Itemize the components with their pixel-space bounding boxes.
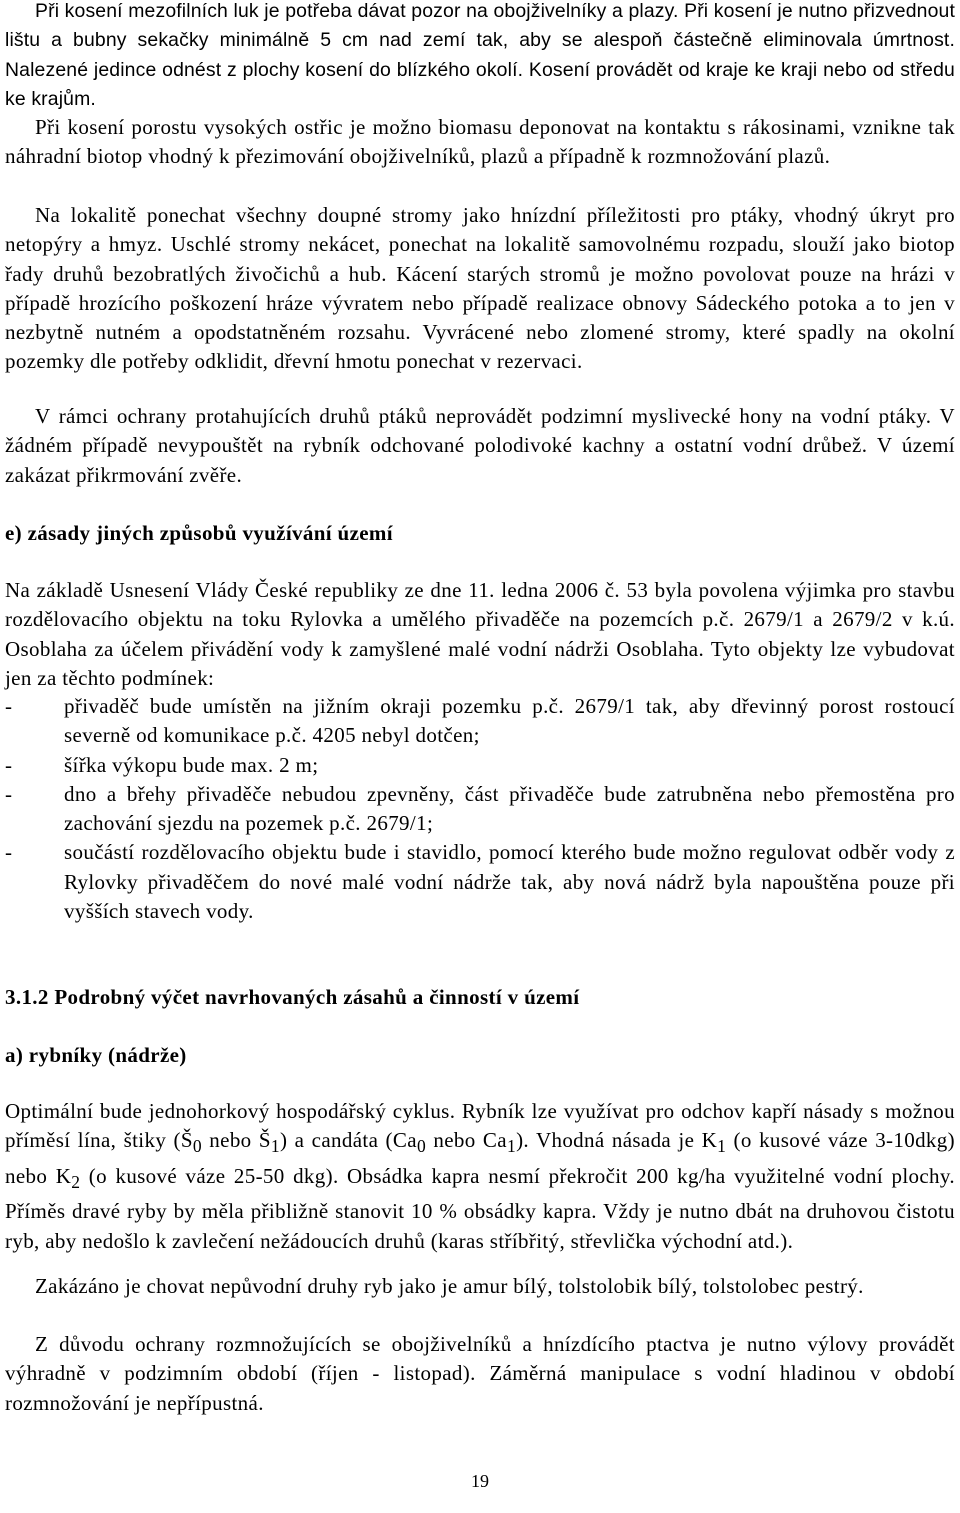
paragraph-bird-protection: V rámci ochrany protahujících druhů ptáků neprovádět podzimní myslivecké hony na vodní ptáky. V žádném případě nevypouštět na rybník odchované polodivoké kachny a ostatní vodní drůbež. V území zakázat přikrmování zvěře. <box>5 404 955 487</box>
subscript: 1 <box>270 1136 280 1157</box>
section-heading-e: e) zásady jiných způsobů využívání území <box>5 521 393 545</box>
list-dash: - <box>5 840 13 865</box>
list-item <box>5 751 955 780</box>
paragraph-nonnative-fish: Zakázáno je chovat nepůvodní druhy ryb jako je amur bílý, tolstolobik bílý, tolstolobec pestrý. <box>35 1274 864 1298</box>
text-run: nebo Š <box>201 1128 271 1153</box>
list-item-text: šířka výkopu bude max. 2 m; <box>64 752 319 777</box>
list-item <box>5 692 955 751</box>
text-run: (o kusové váze 3-10dkg) nebo K <box>5 1128 955 1188</box>
subscript: 1 <box>506 1136 517 1157</box>
paragraph-mowing-meadows: Při kosení mezofilních luk je potřeba dávat pozor na obojživelníky a plazy. Při kosení je nutno přizvednout lištu a bubny sekačky minimálně 5 cm nad zemí tak, aby se alespoň částečně eliminovala úmrtnost. Nalezené jedince odnést z plochy kosení do blízkého okolí. Kosení provádět od kraje ke kraji nebo od středu ke krajům. <box>5 0 956 110</box>
list-item-text: přivaděč bude umístěn na jižním okraji pozemku p.č. 2679/1 tak, aby dřevinný porost rostoucí severně od komunikace p.č. 4205 nebyl dotčen; <box>64 694 955 748</box>
subscript: 1 <box>717 1136 727 1157</box>
paragraph-harvest-timing: Z důvodu ochrany rozmnožujících se obojživelníků a hnízdícího ptactva je nutno výlovy provádět výhradně v podzimním období (říjen - listopad). Záměrná manipulace s vodní hladinou v období rozmnožování je nepřípustná. <box>5 1332 955 1415</box>
paragraph-government-resolution: Na základě Usnesení Vlády České republiky ze dne 11. ledna 2006 č. 53 byla povolena výjimka pro stavbu rozdělovacího objektu na toku Rylovka a umělého přivaděče na pozemcích p.č. 2679/1 a 2679/2 v k.ú. Osoblaha za účelem přivádění vody k zamyšlené malé vodní nádrži Osoblaha. Tyto objekty lze vybudovat jen za těchto podmínek: <box>5 578 955 690</box>
subsection-heading-ponds: a) rybníky (nádrže) <box>5 1043 187 1067</box>
list-item-text: součástí rozdělovacího objektu bude i stavidlo, pomocí kterého bude možno regulovat odběr vody z Rylovky přivaděčem do nové malé vodní nádrže tak, aby nová nádrž byla napouštěna pouze při vyšších stavech vody. <box>64 840 955 924</box>
page-number: 19 <box>471 1471 489 1491</box>
list-dash: - <box>5 694 13 718</box>
list-item <box>5 838 955 926</box>
document-page <box>5 0 955 1513</box>
paragraph-trees: Na lokalitě ponechat všechny doupné stromy jako hnízdní příležitosti pro ptáky, vhodný úkryt pro netopýry a hmyz. Uschlé stromy nekácet, ponechat na lokalitě samovolnému rozpadu, slouží jako biotop řady druhů bezobratlých živočichů a hub. Kácení starých stromů je možno povolovat pouze na hrázi v případě hrozícího poškození hráze vývratem nebo případě realizace obnovy Sádeckého potoka a to jen v nezbytně nutném a opodstatněném rozsahu. Vyvrácené nebo zlomené stromy, které spadly na okolní pozemky dle potřeby odklidit, dřevní hmotu ponechat v rezervaci. <box>5 203 955 374</box>
list-dash: - <box>5 781 13 806</box>
paragraph-sedge-biomass: Při kosení porostu vysokých ostřic je možno biomasu deponovat na kontaktu s rákosinami, vznikne tak náhradní biotop vhodný k přezimování obojživelníků, plazů a případně k rozmnožování plazů. <box>5 115 955 169</box>
section-heading-312: 3.1.2 Podrobný výčet navrhovaných zásahů a činností v území <box>5 985 580 1009</box>
list-item-text: dno a břehy přivaděče nebudou zpevněny, část přivaděče bude zatrubněna nebo přemostěna pro zachování sjezdu na pozemek p.č. 2679/1; <box>64 781 955 836</box>
subscript: 0 <box>192 1136 202 1157</box>
conditions-list <box>5 692 955 926</box>
list-item <box>5 780 955 839</box>
text-run: ) a candáta (Ca <box>280 1128 417 1153</box>
paragraph-fish-stocking <box>5 1097 955 1256</box>
subscript: 0 <box>416 1136 427 1157</box>
subscript: 2 <box>71 1171 81 1192</box>
text-run: Optimální bude jednohorkový hospodářský cyklus. Rybník lze využívat pro odchov kapří násady s možnou příměsí lína, štiky (Š <box>5 1099 955 1153</box>
list-dash: - <box>5 752 13 777</box>
text-run: ). Vhodná násada je K <box>516 1128 718 1153</box>
text-run: nebo Ca <box>426 1128 507 1153</box>
text-run: (o kusové váze 25-50 dkg). Obsádka kapra nesmí překročit 200 kg/ha využitelné vodní plochy. Příměs dravé ryby by měla přibližně stanovit 10 % obsádky kapra. Vždy je nutno dbát na druhovou čistotu ryb, aby nedošlo k zavlečení nežádoucích druhů (karas stříbřitý, střevlička východní atd.). <box>5 1163 955 1253</box>
